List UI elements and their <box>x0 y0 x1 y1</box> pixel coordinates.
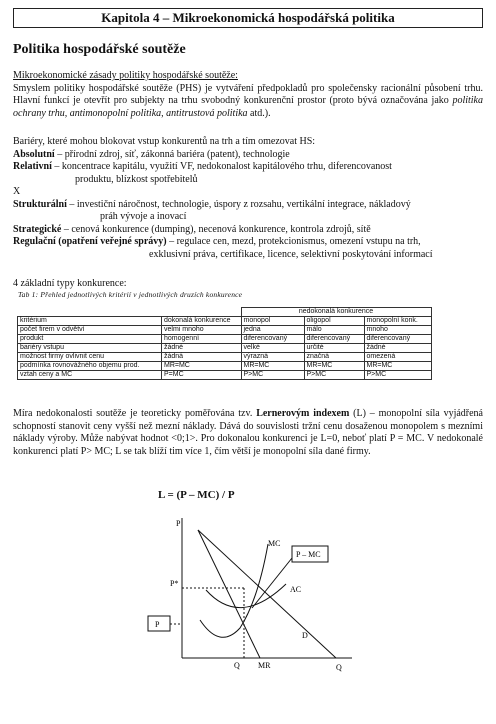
barrier-term: Regulační (opatření veřejné správy) <box>13 236 167 247</box>
barrier-separator: X <box>13 186 21 197</box>
intro-section <box>13 70 483 120</box>
table-header-row <box>18 317 432 326</box>
intro-italic: politika ochrany trhu, antimonopolní politika, antitrustová politika <box>13 95 483 119</box>
d-label: D <box>302 631 308 640</box>
p-box-label: P <box>155 620 160 629</box>
barrier-structural-cont: práh vývoje a inovací <box>100 211 187 222</box>
table-cell: určité <box>304 344 364 353</box>
column-header: monopolní konk. <box>364 317 431 326</box>
barrier-structural <box>13 199 483 212</box>
column-header: dokonalá konkurence <box>162 317 242 326</box>
ac-label: AC <box>290 585 302 594</box>
barrier-regulatory <box>13 236 483 249</box>
table-cell: P>MC <box>304 371 364 380</box>
mc-label: MC <box>268 539 281 548</box>
barrier-text: – cenová konkurence (dumping), necenová konkurence, kontrola zdrojů, sítě <box>61 223 371 235</box>
intro-end: atd.). <box>247 107 271 119</box>
mr-label: MR <box>258 661 271 670</box>
lerner-term: Lernerovým indexem <box>256 408 350 419</box>
table-cell: diferencovaný <box>241 335 304 344</box>
barrier-absolute <box>13 149 483 162</box>
barrier-text: – regulace cen, mezd, protekcionismus, omezení vstupu na trh, <box>166 236 421 247</box>
table-cell: MR=MC <box>304 362 364 371</box>
table-cell: málo <box>304 326 364 335</box>
table-row <box>18 344 432 353</box>
table-cell: počet firem v odvětví <box>18 326 162 335</box>
table-cell: homogenní <box>162 335 242 344</box>
group-header: nedokonalá konkurence <box>241 308 431 317</box>
barrier-relative <box>13 161 483 174</box>
table-cell: možnost firmy ovlivnit cenu <box>18 353 162 362</box>
table-cell: MR=MC <box>241 362 304 371</box>
intro-heading: Mikroekonomické zásady politiky hospodářské soutěže: <box>13 70 238 81</box>
monopoly-graph <box>140 500 370 676</box>
lerner-text-b: (L) – monopolní síla vyjádřená schopností stanovit ceny vyšší než mezní náklady. Dává do souvislosti tržní cenu dosaženou monopolem s mezními náklady výroby. Může nabývat hodnot <0;1>. Pro dokonalou konkurenci je L=0, neboť platí P = MC. V nedokonalé konkurenci platí P> MC; L se tak blíží tim více 1, čím větší je monopolní síla dané firmy. <box>13 408 483 457</box>
table-cell: MR=MC <box>364 362 431 371</box>
p-star-label: P* <box>170 579 179 588</box>
table-cell: jedna <box>241 326 304 335</box>
table-cell: P>MC <box>364 371 431 380</box>
table-row <box>18 362 432 371</box>
chapter-title: Kapitola 4 – Mikroekonomická hospodářská politika <box>13 8 483 28</box>
intro-text: Smyslem politiky hospodářské soutěže (PHS) je vytváření předpokladů pro společensky racionální působení trhu. Hlavní funkcí je otevřít pro subjekty na trhu svobodný konkurenční prostor (proto bývá označována jako <box>13 82 483 106</box>
y-axis-label: P <box>176 519 181 528</box>
competition-table <box>17 307 432 380</box>
lerner-paragraph <box>13 408 483 458</box>
q-star-label: Q <box>234 661 240 670</box>
table-cell: velmi mnoho <box>162 326 242 335</box>
mc-curve <box>200 544 268 637</box>
table-cell: žádná <box>162 353 242 362</box>
barriers-section <box>13 136 483 261</box>
table-cell: P>MC <box>241 371 304 380</box>
table-cell: vztah ceny a MC <box>18 371 162 380</box>
table-cell: značná <box>304 353 364 362</box>
table-cell: žádné <box>364 344 431 353</box>
lerner-text-a: Míra nedokonalosti soutěže je teoreticky poměřována tzv. <box>13 408 257 419</box>
barrier-text: – koncentrace kapitálu, využití VF, nedokonalost kapitálového trhu, diferencovanost <box>51 161 392 172</box>
p-mc-connector <box>252 558 292 608</box>
table-row <box>18 326 432 335</box>
table-cell <box>18 308 162 317</box>
barrier-term: Absolutní <box>13 148 55 160</box>
x-axis-label: Q <box>336 663 342 672</box>
barrier-text: – přírodní zdroj, síť, zákonná bariéra (patent), technologie <box>54 148 290 160</box>
barrier-strategic <box>13 224 483 237</box>
barrier-term: Strukturální <box>13 198 67 210</box>
p-mc-box-label: P – MC <box>296 550 321 559</box>
barrier-regulatory-cont: exklusivní práva, certifikace, licence, selektivní poskytování informací <box>149 248 433 260</box>
competition-types-heading: 4 základní typy konkurence: <box>13 278 127 289</box>
table-cell: diferencovaný <box>304 335 364 344</box>
barrier-term: Relativní <box>13 161 52 172</box>
table-row <box>18 335 432 344</box>
barrier-term: Strategické <box>13 223 62 235</box>
intro-paragraph <box>13 83 483 121</box>
table-caption: Tab 1: Přehled jednotlivých kritérií v jednotlivých druzích konkurence <box>18 290 243 299</box>
table-cell <box>162 308 242 317</box>
table-cell: diferencovaný <box>364 335 431 344</box>
table-cell: bariéry vstupu <box>18 344 162 353</box>
table-cell: MR=MC <box>162 362 242 371</box>
table-cell: podmínka rovnovážného objemu prod. <box>18 362 162 371</box>
column-header: oligopol <box>304 317 364 326</box>
table-cell: velké <box>241 344 304 353</box>
table-cell: P=MC <box>162 371 242 380</box>
table-cell: výrazná <box>241 353 304 362</box>
table-cell: mnoho <box>364 326 431 335</box>
barrier-text: – investiční náročnost, technologie, úspory z rozsahu, vertikální integrace, nákladový <box>66 198 411 210</box>
lerner-formula: L = (P – MC) / P <box>158 489 235 501</box>
table-cell: žádné <box>162 344 242 353</box>
table-cell: omezená <box>364 353 431 362</box>
mr-curve <box>198 530 260 658</box>
table-row <box>18 371 432 380</box>
table-group-row <box>18 308 432 317</box>
column-header: monopol <box>241 317 304 326</box>
barriers-heading: Bariéry, které mohou blokovat vstup konkurentů na trh a tím omezovat HS: <box>13 136 316 147</box>
section-title: Politika hospodářské soutěže <box>13 42 186 57</box>
barrier-relative-cont: produktu, blízkost spotřebitelů <box>75 173 198 185</box>
column-header: kritérium <box>18 317 162 326</box>
table-cell: produkt <box>18 335 162 344</box>
table-row <box>18 353 432 362</box>
